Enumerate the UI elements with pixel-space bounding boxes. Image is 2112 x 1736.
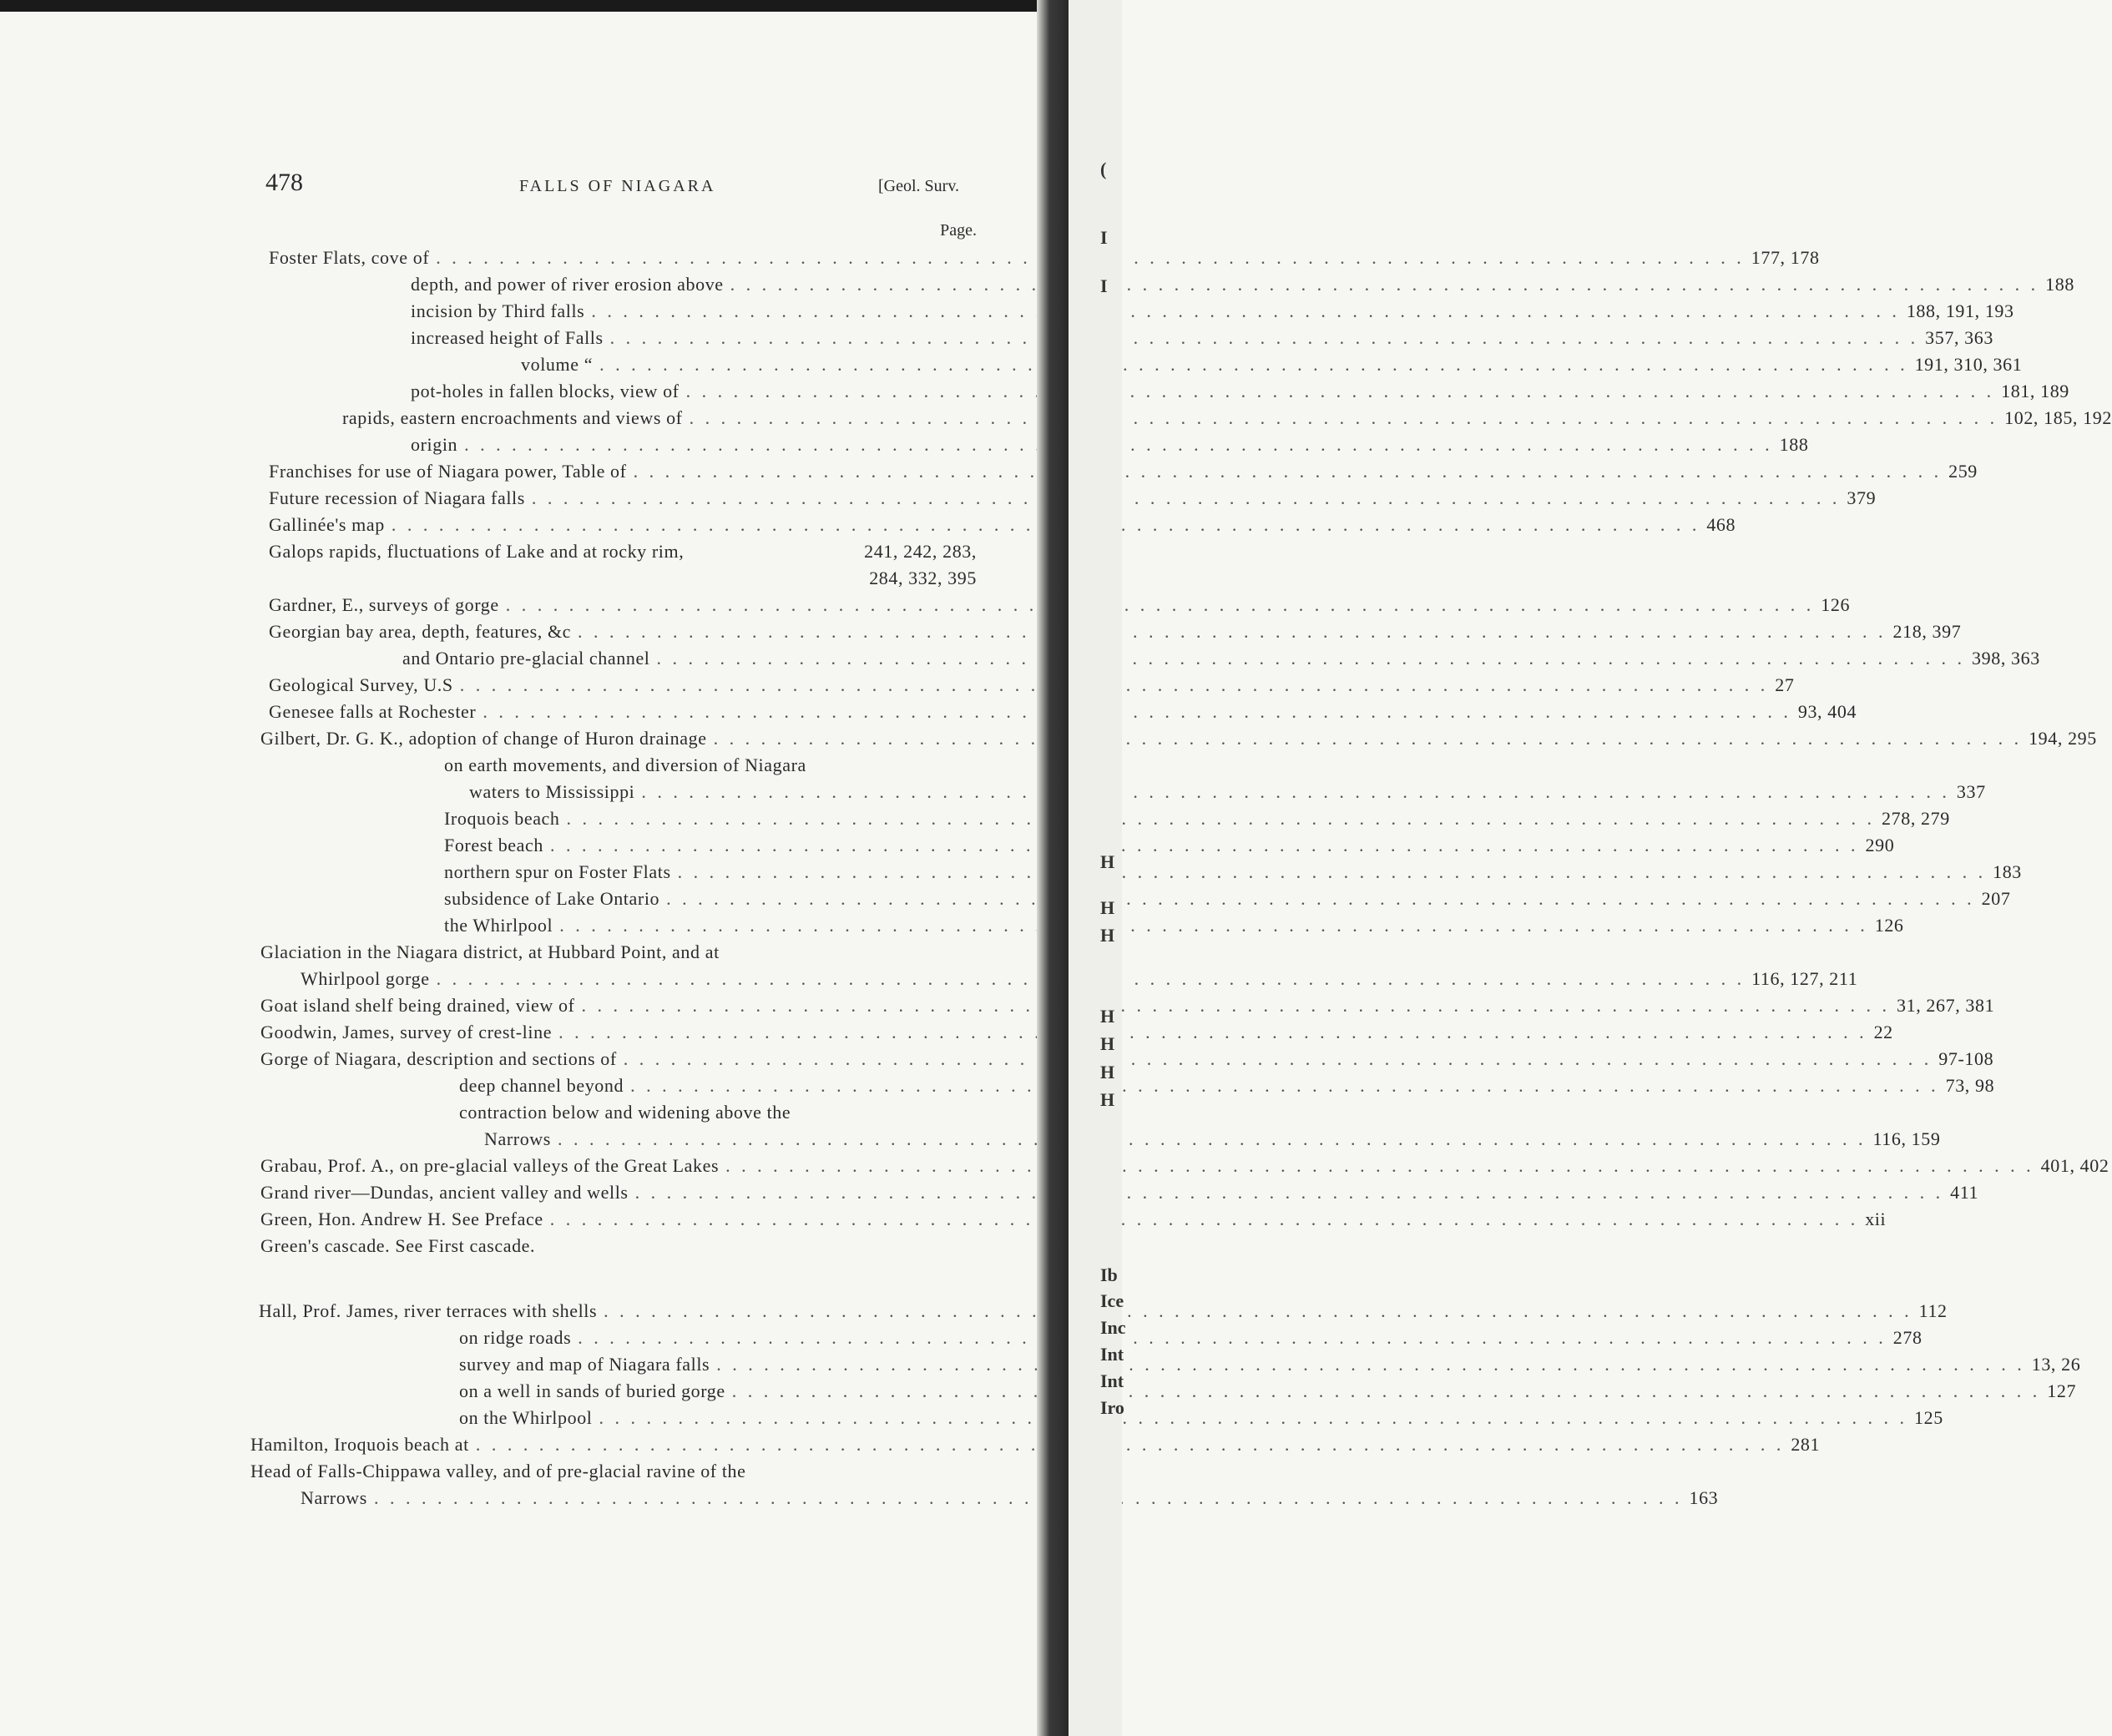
index-entry xyxy=(469,781,1986,808)
index-entry-pages: 259 xyxy=(1948,461,1978,482)
index-entry xyxy=(269,247,1820,274)
dot-leader xyxy=(630,1075,1939,1097)
index-entry-pages: 116, 159 xyxy=(1872,1128,1941,1149)
facing-page-fragment: H xyxy=(1100,925,1115,946)
index-entry-text: depth, and power of river erosion above xyxy=(411,274,724,295)
index-entry-text: Gardner, E., surveys of gorge xyxy=(269,594,499,615)
index-entry-text: origin xyxy=(411,434,458,455)
facing-page-fragment: I xyxy=(1100,227,1108,248)
index-entry-text: Head of Falls-Chippawa valley, and of pre-glacial ravine of the xyxy=(250,1461,746,1481)
index-entry xyxy=(260,1022,1893,1048)
dot-leader xyxy=(374,1487,1683,1509)
index-entry-text: Goat island shelf being drained, view of xyxy=(260,995,575,1016)
index-entry xyxy=(301,968,1858,995)
dot-leader xyxy=(476,1434,1785,1456)
dot-leader xyxy=(634,461,1943,482)
index-entry xyxy=(444,754,977,781)
dot-leader xyxy=(714,728,2023,749)
index-entry-pages: 188 xyxy=(2045,274,2074,295)
dot-leader xyxy=(686,381,1995,402)
dot-leader xyxy=(578,1327,1887,1349)
index-entry-text: Genesee falls at Rochester xyxy=(269,701,477,722)
index-entry-pages: 398, 363 xyxy=(1972,648,2040,669)
index-entry-pages: 73, 98 xyxy=(1945,1075,1995,1096)
index-entry-pages: 207 xyxy=(1981,888,2011,909)
index-entry-text: Grand river—Dundas, ancient valley and wells xyxy=(260,1182,629,1203)
index-entry-text: Foster Flats, cove of xyxy=(269,247,430,268)
index-entry xyxy=(269,701,1857,728)
facing-page-fragment: Int xyxy=(1100,1344,1124,1365)
index-entry-pages: 112 xyxy=(1918,1300,1948,1321)
index-entry-pages: 468 xyxy=(1706,514,1736,535)
index-entry-pages: 401, 402 xyxy=(2040,1155,2109,1176)
index-entry xyxy=(459,1075,1995,1102)
index-entry-pages: 278, 279 xyxy=(1882,808,1950,829)
index-entry xyxy=(411,381,2069,407)
index-entry-text: Glaciation in the Niagara district, at Hubbard Point, and at xyxy=(260,941,720,962)
index-entry xyxy=(260,1235,977,1262)
index-entry xyxy=(269,594,1851,621)
index-entry-pages: xii xyxy=(1865,1209,1887,1229)
dot-leader xyxy=(690,407,1998,429)
index-entry-text: volume “ xyxy=(521,354,594,375)
index-entry-text: on earth movements, and diversion of Niagara xyxy=(444,754,806,775)
facing-page-fragment: H xyxy=(1100,897,1115,918)
index-entry-text: increased height of Falls xyxy=(411,327,604,348)
dot-leader xyxy=(678,861,1987,883)
index-entry-text: Narrows xyxy=(484,1128,551,1149)
index-entry xyxy=(342,407,2112,434)
index-entry xyxy=(269,621,1962,648)
index-entry-pages: 411 xyxy=(1950,1182,1979,1203)
index-entry-text: Narrows xyxy=(301,1487,367,1508)
dot-leader xyxy=(624,1048,1933,1070)
index-entry xyxy=(260,728,2097,754)
index-entry-text: Iroquois beach xyxy=(444,808,560,829)
index-entry xyxy=(444,888,2011,915)
index-entry xyxy=(521,354,2023,381)
page-number: 478 xyxy=(265,169,303,196)
index-entry-pages: 127 xyxy=(2047,1380,2077,1401)
index-entry-text: Georgian bay area, depth, features, &c xyxy=(269,621,572,642)
dot-leader xyxy=(532,487,1841,509)
index-entry xyxy=(250,1461,977,1487)
index-entry-pages: 241, 242, 283, xyxy=(864,541,977,562)
facing-page-fragment: Ib xyxy=(1100,1264,1118,1285)
facing-page-fragment: Int xyxy=(1100,1370,1124,1391)
index-entry-pages: 177, 178 xyxy=(1751,247,1820,268)
facing-page-fragment: ( xyxy=(1100,159,1107,179)
index-entry-text: on a well in sands of buried gorge xyxy=(459,1380,725,1401)
index-entry-pages: 218, 397 xyxy=(1892,621,1962,642)
index-entry xyxy=(402,648,2040,674)
index-entry-pages: 13, 26 xyxy=(2031,1354,2081,1375)
dot-leader xyxy=(567,808,1876,830)
index-entry xyxy=(260,1209,1887,1235)
index-entry xyxy=(411,434,1809,461)
index-entry-text: pot-holes in fallen blocks, view of xyxy=(411,381,680,401)
index-entry-pages: 27 xyxy=(1775,674,1795,695)
index-entry-text: Whirlpool gorge xyxy=(301,968,430,989)
dot-leader xyxy=(582,995,1891,1017)
index-entry-text: Gilbert, Dr. G. K., adoption of change of Huron drainage xyxy=(260,728,707,749)
dot-leader xyxy=(550,835,1859,856)
dot-leader xyxy=(599,354,1908,376)
dot-leader xyxy=(558,1128,1867,1150)
index-entry-text: Franchises for use of Niagara power, Table of xyxy=(269,461,627,482)
index-entry-pages: 357, 363 xyxy=(1925,327,1993,348)
index-entry-text: on the Whirlpool xyxy=(459,1407,593,1428)
index-entry-text: waters to Mississippi xyxy=(469,781,635,802)
index-entry-text: subsidence of Lake Ontario xyxy=(444,888,660,909)
dot-leader xyxy=(599,1407,1908,1429)
index-entry-pages: 284, 332, 395 xyxy=(869,568,977,588)
index-entry xyxy=(484,1128,1941,1155)
index-entry-pages: 163 xyxy=(1689,1487,1719,1508)
index-entry-pages: 188 xyxy=(1779,434,1809,455)
index-entry xyxy=(269,514,1736,541)
index-entry-pages: 181, 189 xyxy=(2001,381,2069,401)
index-entry-text: survey and map of Niagara falls xyxy=(459,1354,710,1375)
index-entry-pages: 126 xyxy=(1821,594,1851,615)
running-title: FALLS OF NIAGARA xyxy=(519,177,716,195)
index-entry xyxy=(459,1102,977,1128)
index-entry xyxy=(260,941,977,968)
index-entry-text: Galops rapids, fluctuations of Lake and at rocky rim, xyxy=(269,541,685,562)
index-entry xyxy=(260,995,1995,1022)
dot-leader xyxy=(610,327,1919,349)
index-entry-pages: 183 xyxy=(1993,861,2022,882)
dot-leader xyxy=(730,274,2039,295)
dot-leader xyxy=(591,300,1900,322)
dot-leader xyxy=(483,701,1791,723)
dot-leader xyxy=(666,888,1975,910)
running-title-right: [Geol. Surv. xyxy=(878,177,960,195)
page-column-label: Page. xyxy=(940,221,977,240)
dot-leader xyxy=(604,1300,1912,1322)
index-entry-pages: 31, 267, 381 xyxy=(1897,995,1995,1016)
index-entry-pages: 22 xyxy=(1873,1022,1893,1042)
index-entry-pages: 194, 295 xyxy=(2029,728,2097,749)
scan-top-edge xyxy=(0,0,1122,12)
index-entry xyxy=(260,1155,2109,1182)
dot-leader xyxy=(550,1209,1859,1230)
index-entry xyxy=(444,808,1950,835)
facing-page-fragment: H xyxy=(1100,851,1115,872)
index-entry-pages: 116, 127, 211 xyxy=(1751,968,1858,989)
index-entry-text: Future recession of Niagara falls xyxy=(269,487,525,508)
index-entry xyxy=(411,327,1993,354)
index-entry-text: Green's cascade. See First cascade. xyxy=(260,1235,536,1256)
facing-page-fragment: Iro xyxy=(1100,1397,1124,1418)
index-entry-pages: 281 xyxy=(1791,1434,1821,1455)
index-entry xyxy=(411,274,2074,300)
dot-leader xyxy=(657,648,1966,669)
index-entry-text: Geological Survey, U.S xyxy=(269,674,453,695)
index-entry xyxy=(411,300,2014,327)
index-entry-text: Gorge of Niagara, description and sections of xyxy=(260,1048,617,1069)
dot-leader xyxy=(578,621,1887,643)
facing-page-fragment: H xyxy=(1100,1006,1115,1027)
index-entry-text: on ridge roads xyxy=(459,1327,572,1348)
index-entry xyxy=(269,461,1978,487)
index-entry-text: Hall, Prof. James, river terraces with shells xyxy=(259,1300,598,1321)
index-entry-pages: 188, 191, 193 xyxy=(1906,300,2014,321)
index-entry-text: Green, Hon. Andrew H. See Preface xyxy=(260,1209,543,1229)
facing-page-fragment: Inc xyxy=(1100,1317,1126,1338)
index-entry-text: contraction below and widening above the xyxy=(459,1102,791,1123)
index-entry-text: rapids, eastern encroachments and views of xyxy=(342,407,683,428)
index-entry xyxy=(860,568,977,594)
dot-leader xyxy=(716,1354,2025,1375)
index-entry-pages: 125 xyxy=(1914,1407,1943,1428)
index-entry xyxy=(444,861,2022,888)
index-entry-pages: 337 xyxy=(1956,781,1986,802)
dot-leader xyxy=(635,1182,1944,1204)
index-entry-text: Forest beach xyxy=(444,835,543,855)
index-entry-pages: 126 xyxy=(1874,915,1904,936)
index-entry xyxy=(260,1182,1979,1209)
index-entry-pages: 290 xyxy=(1865,835,1895,855)
index-entry xyxy=(260,1048,1994,1075)
index-entry-text: and Ontario pre-glacial channel xyxy=(402,648,650,669)
index-entry-pages: 379 xyxy=(1847,487,1877,508)
dot-leader xyxy=(732,1380,2041,1402)
index-entry xyxy=(444,835,1895,861)
index-entry-text: Gallinée's map xyxy=(269,514,385,535)
facing-page-fragment: Ice xyxy=(1100,1290,1124,1311)
index-entry xyxy=(269,541,977,568)
index-entry xyxy=(250,1434,1821,1461)
index-entry xyxy=(301,1487,1719,1514)
dot-leader xyxy=(559,915,1868,936)
dot-leader xyxy=(725,1155,2034,1177)
index-entry-text: deep channel beyond xyxy=(459,1075,624,1096)
facing-page-fragment: H xyxy=(1100,1062,1115,1082)
facing-page-fragment: H xyxy=(1100,1089,1115,1110)
index-entry-pages: 191, 310, 361 xyxy=(1914,354,2023,375)
index-entry xyxy=(269,674,1795,701)
facing-page-fragment: I xyxy=(1100,275,1108,296)
index-entry-pages: 97-108 xyxy=(1938,1048,1994,1069)
dot-leader xyxy=(506,594,1815,616)
index-entry-pages: 102, 185, 192 xyxy=(2004,407,2112,428)
index-entry-text: northern spur on Foster Flats xyxy=(444,861,671,882)
book-gutter xyxy=(1037,0,1069,1736)
index-entry-text: Hamilton, Iroquois beach at xyxy=(250,1434,469,1455)
index-entry xyxy=(444,915,1904,941)
dot-leader xyxy=(558,1022,1867,1043)
index-entry-pages: 93, 404 xyxy=(1797,701,1857,722)
index-entry-text: Goodwin, James, survey of crest-line xyxy=(260,1022,553,1042)
index-entry-pages: 278 xyxy=(1892,1327,1923,1348)
facing-page-fragment: H xyxy=(1100,1033,1115,1054)
page-header xyxy=(0,169,1002,202)
index-entry-text: Grabau, Prof. A., on pre-glacial valleys of the Great Lakes xyxy=(260,1155,720,1176)
index-entry-text: the Whirlpool xyxy=(444,915,553,936)
dot-leader xyxy=(641,781,1950,803)
index-entry xyxy=(269,487,1877,514)
index-entry-text: incision by Third falls xyxy=(411,300,585,321)
